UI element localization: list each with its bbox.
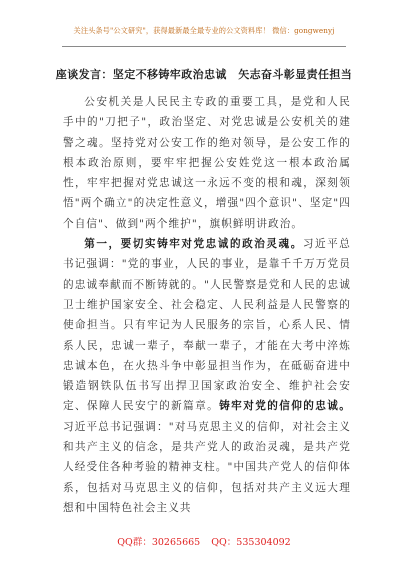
point-subheading: 铸牢对党的信仰的忠诚。: [219, 400, 351, 413]
point-heading: 第一，要切实铸牢对党忠诚的政治灵魂。: [84, 238, 303, 251]
point-text: 习近平总书记强调："党的事业，人民的事业，是靠千千万万党员的忠诚奉献而不断铸就的。"人民警察是党和人民的忠诚卫士维护国家安全、社会稳定、人民利益是人民警察的使命担当。只有牢记为人民服务的宗旨，心系人民、情系人民，忠诚一辈子，奉献一辈子，才能在大考中淬炼忠诚本色，在火热斗争中彰显担当作为，在砥砺奋进中锻造钢铁队伍书写出捍卫国家政治安全、维护社会安定、保障人民安宁的新篇章。: [63, 238, 351, 413]
footer-qq-number: QQ：535304092: [211, 537, 291, 548]
header-divider: [62, 46, 346, 47]
footer-contact: [40, 534, 368, 548]
point-text-continued: 习近平总书记强调："对马克思主义的信仰，对社会主义和共产主义的信念，是共产党人的政治灵魂，是共产党人经受住各种考验的精神支柱。"中国共产党人的信仰体系，包括对马克思主义的信仰，包括对共产主义远大理想和中国特色社会主义共: [63, 420, 351, 514]
page-title: 座谈发言：坚定不移铸牢政治忠诚 矢志奋斗彰显责任担当: [55, 68, 353, 81]
header-banner: 关注头条号"公文研究"，获得最新最全最专业的公文资料库！ 微信：gongwenyj: [73, 26, 335, 35]
footer-qq-group: QQ群：30265665: [117, 537, 201, 548]
body-text: [63, 92, 351, 518]
paragraph-first-point: [63, 234, 351, 518]
paragraph-intro: 公安机关是人民民主专政的重要工具，是党和人民手中的"刀把子"，政治坚定、对党忠诚是公安机关的建警之魂。坚持党对公安工作的绝对领导，是公安工作的根本政治原则，要牢牢把握公安姓党这一根本政治属性，牢牢把握对党忠诚这一永远不变的根和魂，深刻领悟"两个确立"的决定性意义，增强"四个意识"、坚定"四个自信"、做到"两个维护"，旗帜鲜明讲政治。: [63, 96, 351, 230]
